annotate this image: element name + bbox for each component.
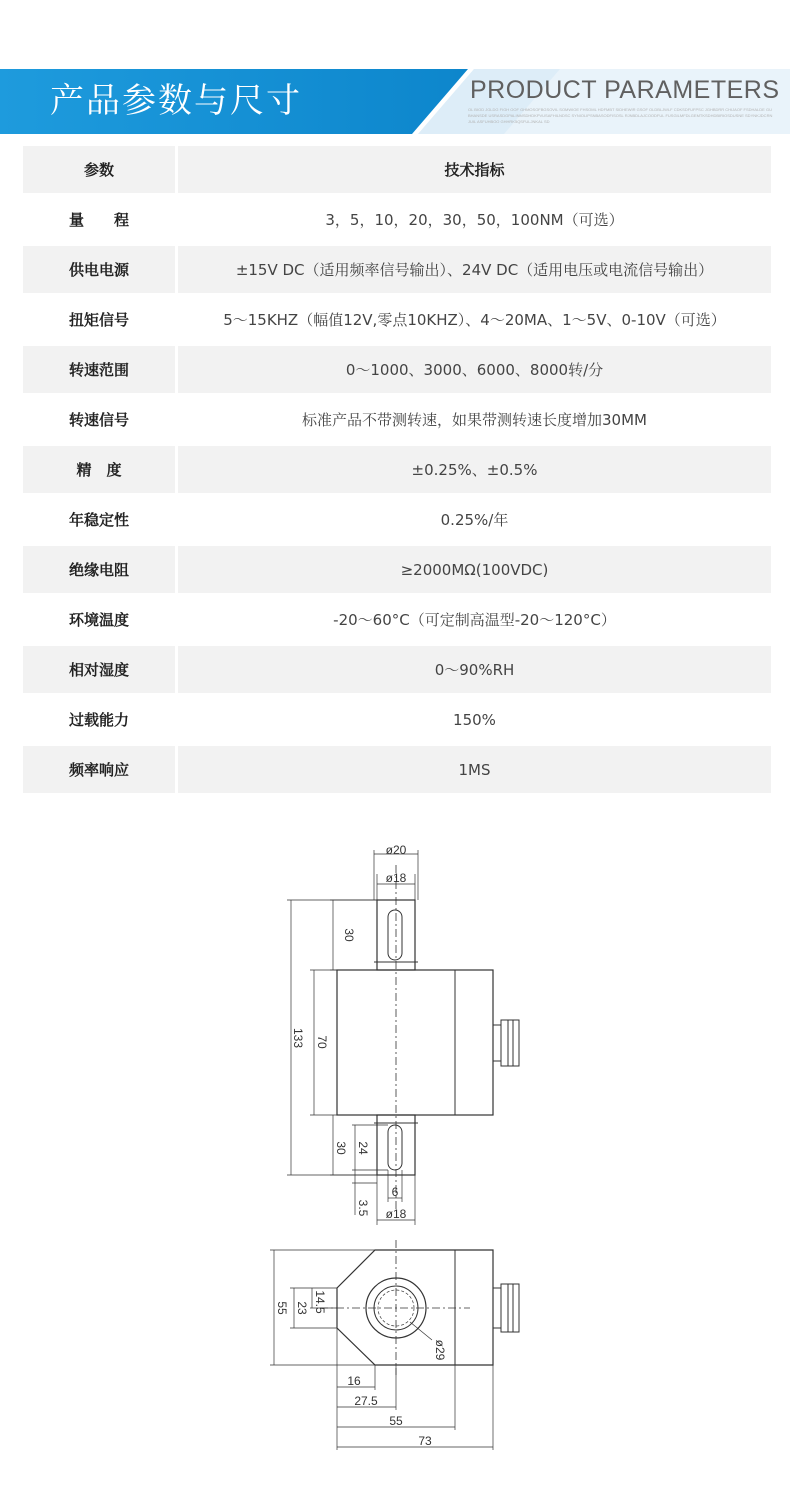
dim-key-len: 24 xyxy=(356,1141,370,1155)
table-row xyxy=(23,746,771,793)
row-key: 相对湿度 xyxy=(23,646,175,693)
row-value: ±0.25%、±0.5% xyxy=(178,446,771,493)
spec-table xyxy=(23,146,771,796)
section-banner xyxy=(0,69,790,134)
dim-end-len: 3.5 xyxy=(356,1199,370,1217)
connector-base xyxy=(493,1025,501,1061)
table-row xyxy=(23,596,771,643)
dim-bottom-shaft-len: 30 xyxy=(334,1141,348,1155)
row-key: 转速信号 xyxy=(23,396,175,443)
table-row xyxy=(23,296,771,343)
dim-27-5: 27.5 xyxy=(354,1394,378,1408)
row-value: 1MS xyxy=(178,746,771,793)
table-row xyxy=(23,496,771,543)
table-row xyxy=(23,546,771,593)
banner-subtitle-en: PRODUCT PARAMETERS xyxy=(470,76,780,104)
table-row xyxy=(23,646,771,693)
row-key: 转速范围 xyxy=(23,346,175,393)
row-value: 3，5，10，20，30，50，100NM（可选） xyxy=(178,196,771,243)
row-key: 过载能力 xyxy=(23,696,175,743)
row-value: ±15V DC（适用频率信号输出）、24V DC（适用电压或电流信号输出） xyxy=(178,246,771,293)
table-header-key: 参数 xyxy=(23,146,175,193)
row-key: 绝缘电阻 xyxy=(23,546,175,593)
row-value: ≥2000MΩ(100VDC) xyxy=(178,546,771,593)
dim-total-len: 133 xyxy=(291,1027,305,1049)
dim-height: 55 xyxy=(275,1301,289,1315)
dim-body-len: 70 xyxy=(315,1035,329,1049)
dim-top-shaft-dia: ø18 xyxy=(385,871,407,885)
table-row xyxy=(23,246,771,293)
row-key: 环境温度 xyxy=(23,596,175,643)
row-value: 5～15KHZ（幅值12V,零点10KHZ）、4～20MA、1～5V、0-10V（可选） xyxy=(178,296,771,343)
table-row xyxy=(23,446,771,493)
row-value: 0～1000、3000、6000、8000转/分 xyxy=(178,346,771,393)
row-key: 年稳定性 xyxy=(23,496,175,543)
banner-title: 产品参数与尺寸 xyxy=(50,81,302,121)
row-key: 精 度 xyxy=(23,446,175,493)
dim-key-width: 6 xyxy=(391,1185,399,1199)
top-keyway xyxy=(388,910,402,960)
dim-55: 55 xyxy=(389,1414,403,1428)
dim-center-upper: 14.5 xyxy=(313,1290,327,1314)
connector xyxy=(501,1020,519,1066)
bottom-keyway xyxy=(388,1125,402,1170)
side-connector-base xyxy=(493,1288,501,1328)
table-row xyxy=(23,396,771,443)
dim-hole-dia: ø29 xyxy=(433,1339,447,1361)
side-body xyxy=(337,1250,493,1365)
table-row xyxy=(23,196,771,243)
row-value: 标准产品不带测转速，如果带测转速长度增加30MM xyxy=(178,396,771,443)
dim-top-outer-dia: ø20 xyxy=(385,843,407,857)
table-row xyxy=(23,696,771,743)
row-value: -20～60°C（可定制高温型-20～120°C） xyxy=(178,596,771,643)
row-key: 扭矩信号 xyxy=(23,296,175,343)
side-view-drawing xyxy=(0,1240,790,1490)
table-row xyxy=(23,346,771,393)
dim-top-shaft-len: 30 xyxy=(342,928,356,942)
dim-center: 23 xyxy=(295,1301,309,1315)
row-value: 150% xyxy=(178,696,771,743)
sensor-body xyxy=(337,970,493,1115)
dim-bottom-shaft-dia: ø18 xyxy=(385,1207,407,1221)
row-key: 频率响应 xyxy=(23,746,175,793)
banner-fine-print: OL BIOD JGLDG FIGH OOF GHMOSOFBGSOVIL SOMWIOE FHSOML HDFMBT SIDHEWIR GSOF OLDBLJWLF CDKSDFUFPSC JGHBDRR CHIJAOF FSDHALDE GUBHANSDE USRASDGPALINMSDHDKPVUSAFHILNDSC SYNIOLIPSNBASODFISOSL RJNBDLAJCOODFUL FUSGILMFDLGEMTKSDHDBIRIOSDUSNE SDYNKJDCRNJUIL ASFUHBOO GHHRK5QSFULJNKAL SD xyxy=(468,107,773,124)
side-connector xyxy=(501,1284,519,1332)
row-value: 0.25%/年 xyxy=(178,496,771,543)
table-header-value: 技术指标 xyxy=(178,146,771,193)
front-view-drawing xyxy=(0,840,790,1230)
table-header-row xyxy=(23,146,771,193)
dim-16: 16 xyxy=(347,1374,361,1388)
row-value: 0～90%RH xyxy=(178,646,771,693)
row-key: 供电电源 xyxy=(23,246,175,293)
row-key: 量 程 xyxy=(23,196,175,243)
dim-73: 73 xyxy=(418,1434,432,1448)
